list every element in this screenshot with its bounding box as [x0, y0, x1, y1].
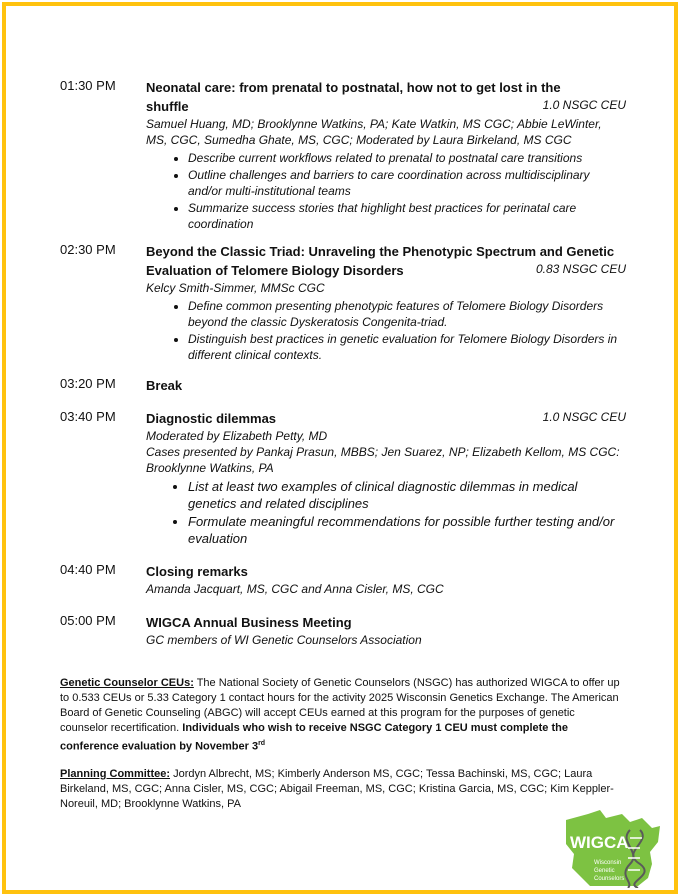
planning-committee	[60, 767, 620, 812]
session-time: 02:30 PM	[60, 242, 116, 257]
logo-sub-genetic: Genetic	[594, 868, 615, 874]
planning-committee-label: Planning Committee:	[60, 768, 171, 780]
objective: • Outline challenges and barriers to care coordination across multidisciplinary and/or multi-institutional teams	[188, 167, 626, 199]
ceu-note-sup: rd	[258, 740, 266, 747]
logo-text: WIGCA	[570, 833, 629, 852]
ceu-credit: 0.83 NSGC CEU	[535, 262, 626, 276]
session-time: 01:30 PM	[60, 78, 116, 93]
session-time: 04:40 PM	[60, 562, 116, 577]
planning-committee-text: Jordyn Albrecht, MS; Kimberly Anderson MS, CGC; Tessa Bachinski, MS, CGC; Laura Birkeland, MS, CGC; Anna Cisler, MS, CGC; Abigail Freeman, MS, CGC; Kristina Garcia, MS, CGC; Kim Keppler-Noreuil, MD; Brooklynne Watkins, PA	[60, 768, 614, 810]
ceu-credit: 1.0 NSGC CEU	[542, 98, 626, 112]
objective: • Distinguish best practices in genetic evaluation for Telomere Biology Disorders in different clinical contexts.	[188, 331, 626, 363]
objective: • List at least two examples of clinical diagnostic dilemmas in medical genetics and related disciplines	[188, 478, 626, 512]
session-time: 05:00 PM	[60, 613, 116, 628]
session-title: Closing remarks	[146, 564, 248, 579]
objectives-list	[146, 150, 626, 232]
session-speakers: Cases presented by Pankaj Prasun, MBBS; Jen Suarez, NP; Elizabeth Kellom, MS CGC: Brooklynne Watkins, PA	[146, 445, 620, 475]
session-title: Neonatal care: from prenatal to postnatal, how not to get lost in the shuffle	[146, 80, 561, 114]
session-title: Break	[146, 378, 183, 393]
session-speakers: Amanda Jacquart, MS, CGC and Anna Cisler, MS, CGC	[146, 582, 444, 596]
wigca-logo	[560, 808, 668, 888]
objective: • Describe current workflows related to prenatal to postnatal care transitions	[188, 150, 626, 166]
objective: • Summarize success stories that highlight best practices for perinatal care coordination	[188, 200, 626, 232]
objectives-list	[146, 478, 626, 547]
session-title: WIGCA Annual Business Meeting	[146, 615, 352, 630]
session-time: 03:40 PM	[60, 409, 116, 424]
session-moderator: Moderated by Elizabeth Petty, MD	[146, 429, 328, 443]
ceu-note	[60, 676, 620, 755]
objectives-list	[146, 298, 626, 363]
session-title: Beyond the Classic Triad: Unraveling the Phenotypic Spectrum and Genetic Evaluation of Telomere Biology Disorders	[146, 244, 615, 278]
session-speakers: GC members of WI Genetic Counselors Association	[146, 633, 422, 647]
ceu-credit: 1.0 NSGC CEU	[542, 410, 626, 424]
ceu-note-text: The National Society of Genetic Counselors (NSGC) has authorized WIGCA to offer up to 0.533 CEUs or 5.33 Category 1 contact hours for the activity 2025 Wisconsin Genetics Exchange. The American Board of Genetic Counseling (ABGC) will accept CEUs earned at this program for the purposes of genetic counselor recertification.	[60, 677, 620, 734]
ceu-note-label: Genetic Counselor CEUs:	[60, 677, 194, 689]
session-time: 03:20 PM	[60, 376, 116, 391]
logo-sub-wisconsin: Wisconsin	[594, 860, 622, 866]
session-title: Diagnostic dilemmas	[146, 411, 277, 426]
logo-sub-counselors: Counselors	[594, 876, 625, 882]
objective: • Formulate meaningful recommendations for possible further testing and/or evaluation	[188, 513, 626, 547]
session-speakers: Kelcy Smith-Simmer, MMSc CGC	[146, 281, 325, 295]
session-speakers: Samuel Huang, MD; Brooklynne Watkins, PA; Kate Watkin, MS CGC; Abbie LeWinter, MS, CGC, Sumedha Ghate, MS, CGC; Moderated by Laura Birkeland, MS CGC	[146, 117, 602, 147]
ceu-note-deadline: Individuals who wish to receive NSGC Category 1 CEU must complete the conference evaluation by November 3	[60, 722, 568, 753]
objective: • Define common presenting phenotypic features of Telomere Biology Disorders beyond the classic Dyskeratosis Congenita-triad.	[188, 298, 626, 330]
